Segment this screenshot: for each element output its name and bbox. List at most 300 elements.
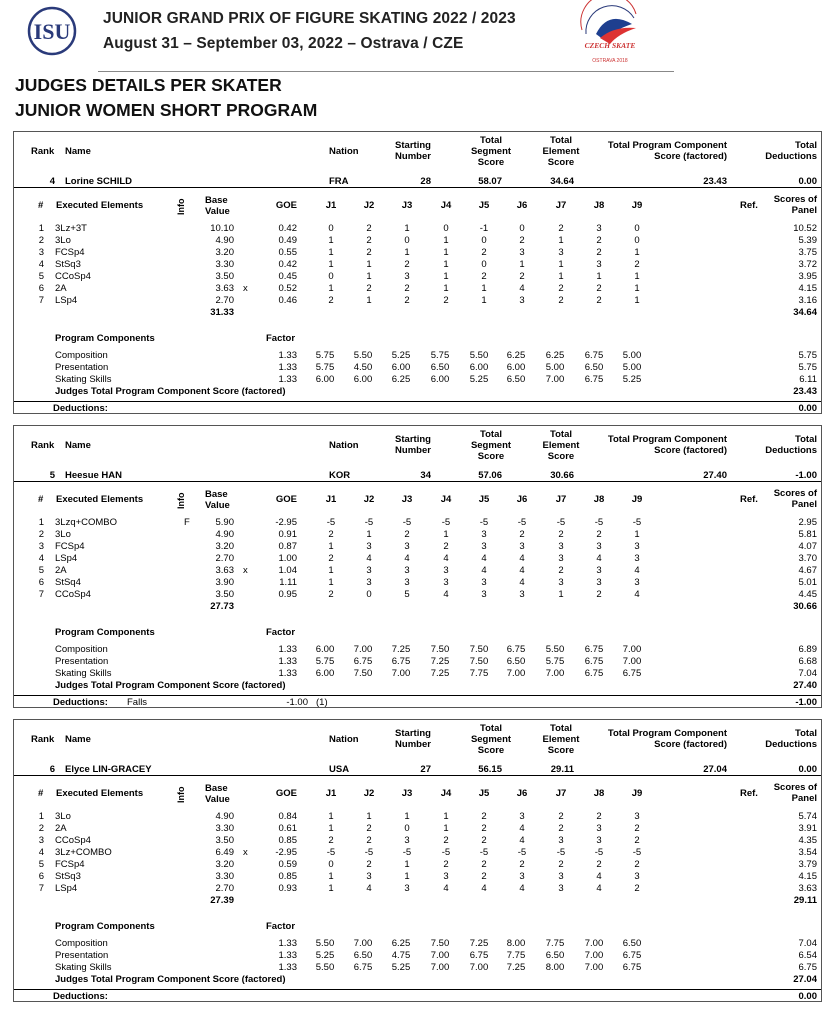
element-panel-score: 4.45 bbox=[798, 589, 817, 600]
judge-component-score: 6.75 bbox=[584, 656, 604, 667]
element-panel-score: 3.70 bbox=[798, 553, 817, 564]
element-base-value: 3.90 bbox=[215, 577, 234, 588]
element-panel-score: 4.35 bbox=[798, 835, 817, 846]
judge-score: 2 bbox=[596, 295, 602, 306]
judge-score: 2 bbox=[596, 529, 602, 540]
judge-score: 2 bbox=[481, 271, 487, 282]
base-value-total: 27.39 bbox=[210, 895, 234, 906]
element-late-mark: x bbox=[243, 283, 248, 294]
judge-score: 1 bbox=[443, 235, 449, 246]
judge-score: 2 bbox=[366, 283, 372, 294]
segment-label: Segment bbox=[470, 146, 512, 157]
segment-label: Segment bbox=[470, 440, 512, 451]
score-label: Score bbox=[477, 745, 505, 756]
element-name: StSq4 bbox=[55, 577, 81, 588]
judge-score: 4 bbox=[366, 883, 372, 894]
scores-of-panel-label: Scores of bbox=[773, 782, 817, 793]
base-value-label: Base bbox=[205, 489, 228, 500]
judge-score: 1 bbox=[443, 811, 449, 822]
tpcs-label-2: Score (factored) bbox=[654, 151, 727, 162]
judge-score: 2 bbox=[558, 295, 564, 306]
score-label: Score bbox=[547, 451, 575, 462]
judge-component-score: 6.50 bbox=[506, 656, 526, 667]
element-base-value: 3.20 bbox=[215, 247, 234, 258]
judge-score: 1 bbox=[328, 811, 334, 822]
element-number: 1 bbox=[38, 811, 44, 822]
judge-score: 3 bbox=[634, 871, 640, 882]
judge-score: 1 bbox=[404, 247, 410, 258]
judge-score: 3 bbox=[558, 577, 564, 588]
judge-score: 2 bbox=[481, 823, 487, 834]
element-goe: -2.95 bbox=[275, 847, 297, 858]
svg-text:OSTRAVA 2018: OSTRAVA 2018 bbox=[592, 58, 628, 64]
rank-label: Rank bbox=[31, 440, 55, 451]
judge-label: J8 bbox=[593, 494, 605, 505]
element-name: StSq3 bbox=[55, 259, 81, 270]
scores-of-panel-label-2: Panel bbox=[791, 205, 817, 216]
name-label: Name bbox=[65, 146, 91, 157]
judge-label: J9 bbox=[631, 494, 643, 505]
judge-score: 3 bbox=[596, 541, 602, 552]
element-number: 7 bbox=[38, 295, 44, 306]
judge-label: J5 bbox=[478, 200, 490, 211]
element-panel-score: 3.95 bbox=[798, 271, 817, 282]
judge-score: 0 bbox=[634, 223, 640, 234]
judge-component-score: 5.50 bbox=[315, 962, 335, 973]
element-panel-score: 5.74 bbox=[798, 811, 817, 822]
nation-label: Nation bbox=[329, 440, 359, 451]
element-panel-score: 5.01 bbox=[798, 577, 817, 588]
skater-start: 28 bbox=[420, 176, 431, 187]
judge-component-score: 6.00 bbox=[469, 362, 489, 373]
component-factor: 1.33 bbox=[278, 362, 297, 373]
judge-label: J4 bbox=[440, 200, 452, 211]
component-factor: 1.33 bbox=[278, 950, 297, 961]
judge-score: 3 bbox=[443, 565, 449, 576]
judge-score: 2 bbox=[404, 283, 410, 294]
component-panel-score: 6.68 bbox=[798, 656, 817, 667]
judge-component-score: 6.50 bbox=[353, 950, 373, 961]
element-label: Element bbox=[542, 146, 580, 157]
judge-score: 0 bbox=[404, 235, 410, 246]
element-name: 3Lzq+COMBO bbox=[55, 517, 118, 528]
judge-component-score: 7.00 bbox=[469, 962, 489, 973]
element-number: 4 bbox=[38, 553, 44, 564]
judge-score: 4 bbox=[481, 553, 487, 564]
num-label: # bbox=[38, 200, 44, 211]
element-number: 2 bbox=[38, 529, 44, 540]
judge-component-score: 6.75 bbox=[584, 350, 604, 361]
element-number: 7 bbox=[38, 883, 44, 894]
deductions-total: 0.00 bbox=[798, 403, 817, 414]
deductions-label: Deductions bbox=[765, 445, 817, 456]
judge-label: J6 bbox=[516, 494, 528, 505]
judge-component-score: 5.75 bbox=[430, 350, 450, 361]
element-goe: 0.91 bbox=[278, 529, 297, 540]
judge-score: 3 bbox=[596, 565, 602, 576]
element-goe: -2.95 bbox=[275, 517, 297, 528]
judge-score: 4 bbox=[519, 565, 525, 576]
svg-text:CZECH SKATE: CZECH SKATE bbox=[584, 41, 636, 50]
judge-label: J5 bbox=[478, 788, 490, 799]
judge-score: 1 bbox=[404, 859, 410, 870]
judge-score: -5 bbox=[517, 847, 527, 858]
info-label: Info bbox=[176, 492, 186, 509]
element-panel-score: 10.52 bbox=[793, 223, 817, 234]
element-goe: 0.55 bbox=[278, 247, 297, 258]
deductions-row bbox=[14, 989, 821, 990]
element-base-value: 3.30 bbox=[215, 871, 234, 882]
executed-elements-label: Executed Elements bbox=[56, 788, 144, 799]
element-base-value: 5.90 bbox=[215, 517, 234, 528]
skater-rank: 6 bbox=[49, 764, 55, 775]
judge-score: 1 bbox=[328, 247, 334, 258]
judge-score: 2 bbox=[558, 529, 564, 540]
name-label: Name bbox=[65, 440, 91, 451]
judge-score: 1 bbox=[481, 295, 487, 306]
element-goe: 0.93 bbox=[278, 883, 297, 894]
pcs-total: 27.04 bbox=[793, 974, 817, 985]
judge-score: -5 bbox=[479, 517, 489, 528]
total-label: Total bbox=[480, 723, 502, 734]
judge-component-score: 6.00 bbox=[315, 374, 335, 385]
judge-score: 1 bbox=[443, 283, 449, 294]
element-panel-score: 2.95 bbox=[798, 517, 817, 528]
judge-score: 1 bbox=[634, 529, 640, 540]
segment-label: Segment bbox=[470, 734, 512, 745]
judge-score: -5 bbox=[364, 847, 374, 858]
program-components-label: Program Components bbox=[55, 333, 155, 344]
judge-score: -5 bbox=[556, 847, 566, 858]
judge-score: 4 bbox=[481, 565, 487, 576]
skater-name: Elyce LIN-GRACEY bbox=[65, 764, 152, 775]
element-base-value: 3.30 bbox=[215, 823, 234, 834]
deduction-type: Falls bbox=[127, 697, 148, 708]
judge-component-score: 7.00 bbox=[584, 950, 604, 961]
judge-score: 1 bbox=[404, 871, 410, 882]
starting-label: Starting bbox=[395, 140, 431, 151]
element-name: 2A bbox=[55, 283, 67, 294]
judge-score: 1 bbox=[519, 259, 525, 270]
pcs-total: 23.43 bbox=[793, 386, 817, 397]
component-name: Presentation bbox=[55, 950, 109, 961]
element-number: 1 bbox=[38, 223, 44, 234]
component-factor: 1.33 bbox=[278, 644, 297, 655]
element-number: 3 bbox=[38, 247, 44, 258]
judge-label: J9 bbox=[631, 200, 643, 211]
scores-of-panel-label-2: Panel bbox=[791, 793, 817, 804]
component-name: Composition bbox=[55, 644, 108, 655]
judge-component-score: 7.00 bbox=[430, 950, 450, 961]
segment-title: JUNIOR WOMEN SHORT PROGRAM bbox=[15, 100, 318, 120]
judge-score: 2 bbox=[328, 529, 334, 540]
judge-score: 0 bbox=[481, 235, 487, 246]
judge-score: -5 bbox=[402, 847, 412, 858]
judge-score: 4 bbox=[519, 883, 525, 894]
skater-start: 27 bbox=[420, 764, 431, 775]
elements-panel-total: 29.11 bbox=[793, 895, 817, 906]
judge-score: -5 bbox=[556, 517, 566, 528]
goe-label: GOE bbox=[275, 200, 297, 211]
judge-component-score: 7.25 bbox=[430, 668, 450, 679]
judge-score: 3 bbox=[558, 553, 564, 564]
element-name: 2A bbox=[55, 565, 67, 576]
factor-label: Factor bbox=[266, 333, 296, 344]
judge-label: J7 bbox=[555, 200, 567, 211]
judge-score: 2 bbox=[596, 859, 602, 870]
skater-pcs: 27.04 bbox=[703, 764, 727, 775]
element-base-value: 3.20 bbox=[215, 859, 234, 870]
judge-score: 2 bbox=[634, 859, 640, 870]
component-factor: 1.33 bbox=[278, 938, 297, 949]
element-goe: 0.52 bbox=[278, 283, 297, 294]
rank-label: Rank bbox=[31, 146, 55, 157]
judge-component-score: 6.75 bbox=[622, 962, 642, 973]
judge-score: 2 bbox=[481, 811, 487, 822]
total-label: Total bbox=[795, 434, 817, 445]
element-name: 3Lo bbox=[55, 811, 71, 822]
judge-score: 3 bbox=[481, 577, 487, 588]
judge-score: 3 bbox=[634, 541, 640, 552]
element-panel-score: 3.63 bbox=[798, 883, 817, 894]
program-components-label: Program Components bbox=[55, 627, 155, 638]
judge-score: 1 bbox=[634, 283, 640, 294]
judge-score: 1 bbox=[328, 823, 334, 834]
element-number: 3 bbox=[38, 835, 44, 846]
judge-score: 2 bbox=[634, 883, 640, 894]
judge-score: 0 bbox=[519, 223, 525, 234]
deductions-label: Deductions bbox=[765, 739, 817, 750]
judge-score: 4 bbox=[519, 823, 525, 834]
judge-score: 1 bbox=[443, 247, 449, 258]
judge-component-score: 7.00 bbox=[353, 938, 373, 949]
total-label: Total bbox=[480, 135, 502, 146]
base-value-label: Base bbox=[205, 195, 228, 206]
elements-panel-total: 30.66 bbox=[793, 601, 817, 612]
judge-label: J8 bbox=[593, 788, 605, 799]
event-dates: August 31 – September 03, 2022 – Ostrava / CZE bbox=[103, 35, 464, 52]
judge-score: 2 bbox=[443, 541, 449, 552]
num-label: # bbox=[38, 494, 44, 505]
judge-score: 3 bbox=[443, 871, 449, 882]
element-base-value: 3.63 bbox=[215, 565, 234, 576]
judge-label: J2 bbox=[363, 788, 375, 799]
judge-score: 3 bbox=[404, 883, 410, 894]
component-name: Presentation bbox=[55, 362, 109, 373]
judge-score: 1 bbox=[404, 811, 410, 822]
goe-label: GOE bbox=[275, 494, 297, 505]
judge-score: 4 bbox=[519, 553, 525, 564]
element-panel-score: 4.07 bbox=[798, 541, 817, 552]
program-components-label: Program Components bbox=[55, 921, 155, 932]
judge-score: 4 bbox=[596, 883, 602, 894]
skater-start: 34 bbox=[420, 470, 431, 481]
judge-score: 2 bbox=[558, 811, 564, 822]
judge-component-score: 6.25 bbox=[391, 374, 411, 385]
judge-component-score: 6.50 bbox=[622, 938, 642, 949]
judge-component-score: 6.00 bbox=[391, 362, 411, 373]
judge-score: 3 bbox=[481, 541, 487, 552]
skater-tss: 56.15 bbox=[478, 764, 502, 775]
judge-score: -5 bbox=[594, 847, 604, 858]
czech-skate-logo bbox=[574, 0, 648, 66]
element-name: CCoSp4 bbox=[55, 271, 91, 282]
judge-component-score: 7.00 bbox=[622, 644, 642, 655]
judge-score: 2 bbox=[558, 283, 564, 294]
judge-score: 4 bbox=[519, 283, 525, 294]
judge-component-score: 5.25 bbox=[469, 374, 489, 385]
judge-score: 3 bbox=[596, 223, 602, 234]
judge-score: 1 bbox=[328, 871, 334, 882]
deductions-total: -1.00 bbox=[795, 697, 817, 708]
judge-component-score: 7.00 bbox=[353, 644, 373, 655]
deductions-row bbox=[14, 401, 821, 402]
judge-score: 2 bbox=[328, 553, 334, 564]
judge-score: -5 bbox=[326, 847, 336, 858]
element-base-value: 2.70 bbox=[215, 883, 234, 894]
judge-component-score: 5.25 bbox=[391, 962, 411, 973]
skater-row-divider bbox=[14, 187, 821, 188]
judge-score: 1 bbox=[558, 259, 564, 270]
judge-component-score: 6.00 bbox=[315, 668, 335, 679]
element-goe: 0.46 bbox=[278, 295, 297, 306]
judge-score: 1 bbox=[328, 283, 334, 294]
judge-label: J2 bbox=[363, 494, 375, 505]
scores-of-panel-label: Scores of bbox=[773, 194, 817, 205]
judge-score: 1 bbox=[443, 529, 449, 540]
component-panel-score: 7.04 bbox=[798, 668, 817, 679]
tpcs-label: Total Program Component bbox=[607, 140, 727, 151]
deduction-value: -1.00 bbox=[286, 697, 308, 708]
element-base-value: 6.49 bbox=[215, 847, 234, 858]
tpcs-label: Total Program Component bbox=[607, 728, 727, 739]
element-name: 3Lo bbox=[55, 529, 71, 540]
judge-component-score: 7.00 bbox=[430, 962, 450, 973]
skater-rank: 4 bbox=[49, 176, 55, 187]
judge-score: 2 bbox=[558, 859, 564, 870]
element-name: LSp4 bbox=[55, 883, 78, 894]
score-label: Score bbox=[477, 451, 505, 462]
score-label: Score bbox=[547, 157, 575, 168]
judge-component-score: 6.75 bbox=[469, 950, 489, 961]
deductions-label: Deductions bbox=[765, 151, 817, 162]
element-goe: 0.95 bbox=[278, 589, 297, 600]
element-number: 7 bbox=[38, 589, 44, 600]
element-panel-score: 4.67 bbox=[798, 565, 817, 576]
element-base-value: 2.70 bbox=[215, 553, 234, 564]
judge-score: 2 bbox=[481, 871, 487, 882]
judge-score: 2 bbox=[366, 835, 372, 846]
element-name: FCSp4 bbox=[55, 541, 85, 552]
judge-component-score: 7.75 bbox=[469, 668, 489, 679]
judge-score: 1 bbox=[366, 259, 372, 270]
skater-tss: 58.07 bbox=[478, 176, 502, 187]
judge-score: 0 bbox=[443, 223, 449, 234]
executed-elements-label: Executed Elements bbox=[56, 494, 144, 505]
judge-component-score: 7.00 bbox=[506, 668, 526, 679]
judge-component-score: 7.75 bbox=[506, 950, 526, 961]
nation-label: Nation bbox=[329, 734, 359, 745]
judge-component-score: 5.50 bbox=[315, 938, 335, 949]
element-name: 3Lz+3T bbox=[55, 223, 87, 234]
judge-score: 4 bbox=[404, 553, 410, 564]
judge-component-score: 6.00 bbox=[353, 374, 373, 385]
judge-score: 4 bbox=[519, 577, 525, 588]
skater-tes: 29.11 bbox=[550, 764, 574, 775]
scores-of-panel-label: Scores of bbox=[773, 488, 817, 499]
element-panel-score: 3.72 bbox=[798, 259, 817, 270]
base-value-label-2: Value bbox=[205, 794, 230, 805]
judge-component-score: 5.25 bbox=[315, 950, 335, 961]
skater-tss: 57.06 bbox=[478, 470, 502, 481]
judge-score: 1 bbox=[328, 883, 334, 894]
num-label: # bbox=[38, 788, 44, 799]
judge-score: -5 bbox=[479, 847, 489, 858]
element-base-value: 10.10 bbox=[210, 223, 234, 234]
judge-score: 3 bbox=[634, 811, 640, 822]
judge-component-score: 5.50 bbox=[545, 644, 565, 655]
judge-component-score: 7.50 bbox=[430, 938, 450, 949]
judge-score: 3 bbox=[481, 529, 487, 540]
judge-component-score: 6.75 bbox=[353, 962, 373, 973]
element-base-value: 3.50 bbox=[215, 835, 234, 846]
isu-logo bbox=[27, 6, 77, 56]
component-factor: 1.33 bbox=[278, 668, 297, 679]
component-panel-score: 7.04 bbox=[798, 938, 817, 949]
judge-score: 2 bbox=[596, 283, 602, 294]
element-base-value: 2.70 bbox=[215, 295, 234, 306]
element-panel-score: 3.54 bbox=[798, 847, 817, 858]
element-number: 5 bbox=[38, 271, 44, 282]
pcs-total: 27.40 bbox=[793, 680, 817, 691]
component-factor: 1.33 bbox=[278, 656, 297, 667]
element-name: CCoSp4 bbox=[55, 589, 91, 600]
judges-total-label: Judges Total Program Component Score (factored) bbox=[55, 680, 286, 691]
skater-name: Lorine SCHILD bbox=[65, 176, 133, 187]
judge-component-score: 6.50 bbox=[545, 950, 565, 961]
judge-score: 3 bbox=[558, 883, 564, 894]
judge-component-score: 5.00 bbox=[622, 362, 642, 373]
judge-score: 2 bbox=[481, 835, 487, 846]
judge-component-score: 7.00 bbox=[584, 962, 604, 973]
skater-tes: 34.64 bbox=[550, 176, 574, 187]
judge-label: J3 bbox=[401, 200, 413, 211]
skater-deductions: -1.00 bbox=[795, 470, 817, 481]
judge-component-score: 5.00 bbox=[545, 362, 565, 373]
judge-score: 3 bbox=[443, 577, 449, 588]
elements-panel-total: 34.64 bbox=[793, 307, 817, 318]
judge-score: 4 bbox=[443, 883, 449, 894]
judge-component-score: 7.00 bbox=[584, 938, 604, 949]
judge-component-score: 6.75 bbox=[622, 950, 642, 961]
judge-score: 0 bbox=[634, 235, 640, 246]
judge-label: J3 bbox=[401, 788, 413, 799]
component-factor: 1.33 bbox=[278, 350, 297, 361]
ref-label: Ref. bbox=[740, 200, 758, 211]
judge-score: 4 bbox=[481, 883, 487, 894]
judge-score: 2 bbox=[366, 223, 372, 234]
component-panel-score: 6.89 bbox=[798, 644, 817, 655]
judge-score: 1 bbox=[328, 235, 334, 246]
element-panel-score: 5.39 bbox=[798, 235, 817, 246]
judge-component-score: 7.25 bbox=[506, 962, 526, 973]
judge-score: 3 bbox=[558, 871, 564, 882]
element-panel-score: 3.91 bbox=[798, 823, 817, 834]
element-name: LSp4 bbox=[55, 553, 78, 564]
base-value-label-2: Value bbox=[205, 500, 230, 511]
judge-score: 4 bbox=[596, 553, 602, 564]
judges-total-label: Judges Total Program Component Score (factored) bbox=[55, 386, 286, 397]
